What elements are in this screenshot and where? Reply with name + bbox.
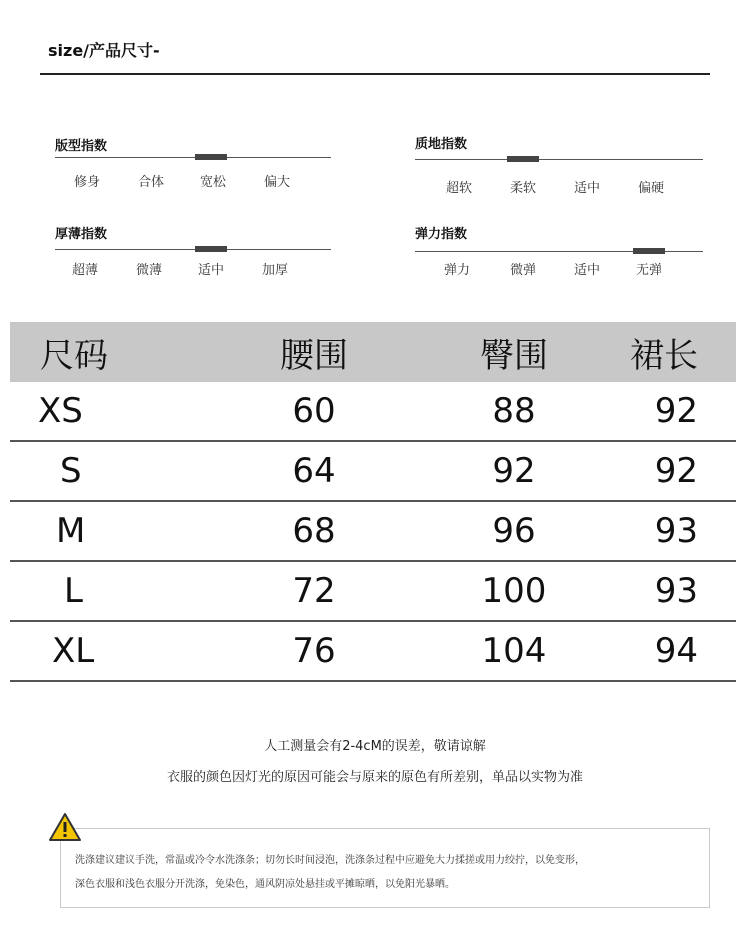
header-waist: 腰围 [214,322,414,382]
thickness-index-option: 微薄 [135,263,162,278]
thickness-index-marker [195,246,227,252]
size-table [10,322,736,682]
cell-size: XL [10,621,214,681]
cell-waist: 76 [214,621,414,681]
fit-index-line [55,157,331,158]
cell-hip: 88 [414,382,614,441]
texture-index-line [415,159,703,160]
cell-waist: 64 [214,441,414,501]
fit-index-option: 偏大 [263,175,290,190]
table-row [10,621,736,681]
thickness-index-name: 厚薄指数 [55,227,108,242]
thickness-index-option: 超薄 [71,263,98,278]
cell-waist: 72 [214,561,414,621]
texture-index-option: 偏硬 [637,181,664,196]
color-note: 衣服的颜色因灯光的原因可能会与原来的原色有所差别，单品以实物为准 [166,770,583,785]
fit-index-marker [195,154,227,160]
warning-icon [48,812,82,842]
elasticity-index-option: 适中 [573,263,600,278]
header-skirt-length: 裙长 [614,322,736,382]
fit-index-option: 修身 [73,175,100,190]
care-instructions-box [60,828,710,908]
elasticity-index-option: 微弹 [509,263,536,278]
table-row [10,382,736,441]
table-row [10,501,736,561]
cell-size: L [10,561,214,621]
texture-index-marker [507,156,539,162]
elasticity-index-marker [633,248,665,254]
elasticity-index [415,223,735,293]
cell-hip: 104 [414,621,614,681]
cell-skirt-length: 93 [614,501,736,561]
care-line-1: 洗涤建议建议手洗，常温或冷令水洗涤条；切勿长时间浸泡，洗涤条过程中应避免大力揉搓或用力绞拧，以免变形， [75,855,585,866]
fit-index [55,135,375,205]
texture-index [415,133,735,203]
texture-index-name: 质地指数 [415,137,468,152]
table-row [10,441,736,501]
fit-index-name: 版型指数 [55,139,108,154]
cell-size: XS [10,382,214,441]
fit-index-option: 宽松 [199,175,226,190]
cell-skirt-length: 92 [614,382,736,441]
thickness-index-option: 适中 [197,263,224,278]
header-size: 尺码 [10,322,214,382]
cell-size: M [10,501,214,561]
table-row [10,561,736,621]
fit-index-option: 合体 [137,175,164,190]
elasticity-index-option: 无弹 [635,263,662,278]
thickness-index-line [55,249,331,250]
elasticity-index-option: 弹力 [443,263,470,278]
cell-hip: 92 [414,441,614,501]
thickness-index [55,223,375,293]
care-instructions-text [75,849,695,897]
cell-waist: 68 [214,501,414,561]
cell-waist: 60 [214,382,414,441]
cell-skirt-length: 93 [614,561,736,621]
cell-skirt-length: 92 [614,441,736,501]
cell-hip: 100 [414,561,614,621]
header-hip: 臀围 [414,322,614,382]
cell-skirt-length: 94 [614,621,736,681]
cell-size: S [10,441,214,501]
texture-index-option: 柔软 [509,181,536,196]
care-line-2: 深色衣服和浅色衣服分开洗涤，免染色，通风阴凉处悬挂或平摊晾晒，以免阳光暴晒。 [75,879,455,890]
measurement-note: 人工测量会有2-4cM的误差，敬请谅解 [264,739,486,754]
title-divider [40,73,710,75]
elasticity-index-name: 弹力指数 [415,227,468,242]
page-title: size/产品尺寸- [48,41,160,60]
size-table-header-row [10,322,736,382]
thickness-index-option: 加厚 [261,263,288,278]
texture-index-option: 适中 [573,181,600,196]
cell-hip: 96 [414,501,614,561]
texture-index-option: 超软 [445,181,472,196]
